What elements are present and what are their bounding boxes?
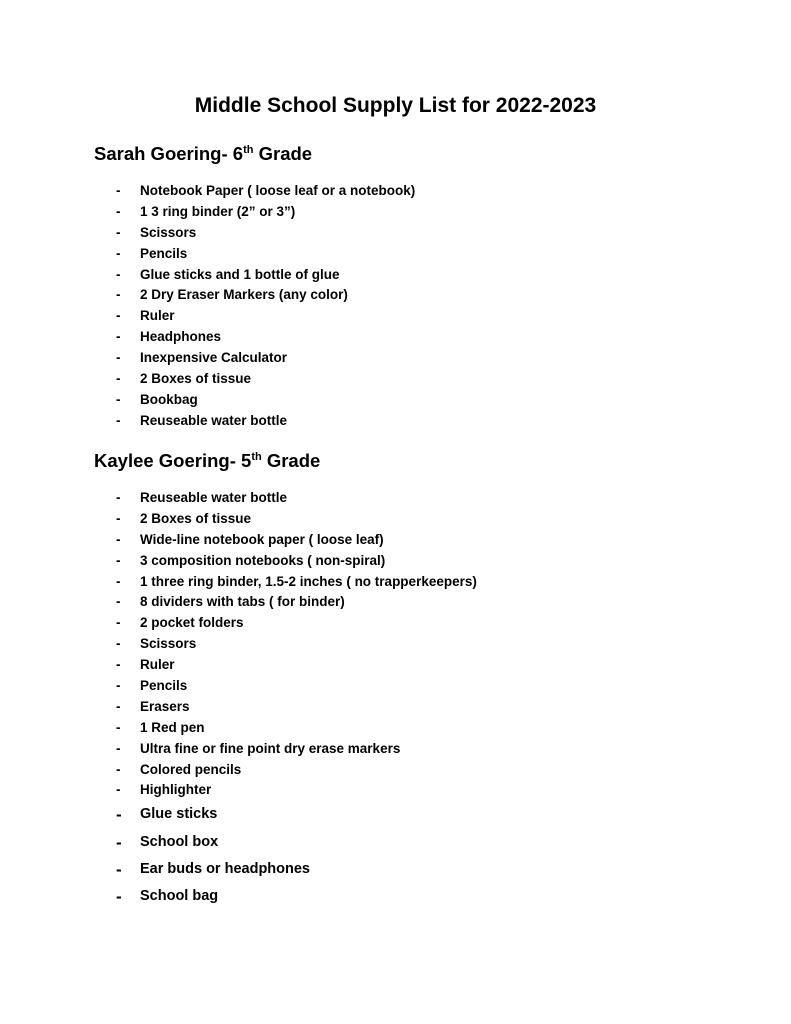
bullet-dash: - — [116, 886, 122, 906]
bullet-dash: - — [116, 531, 121, 547]
bullet-dash: - — [116, 678, 121, 694]
list-item: - Scissors — [0, 223, 791, 244]
bullet-dash: - — [116, 287, 121, 303]
bullet-dash: - — [116, 698, 121, 714]
bullet-dash: - — [116, 490, 121, 505]
bullet-dash: - — [116, 636, 121, 652]
list-item: - 3 composition notebooks ( non-spiral) — [0, 551, 791, 572]
list-item: - Ultra fine or fine point dry erase markers — [0, 739, 791, 760]
bullet-dash: - — [116, 203, 121, 219]
grade-ordinal: th — [251, 451, 262, 463]
bullet-dash: - — [116, 657, 121, 673]
list-item: - Reuseable water bottle — [0, 488, 791, 509]
bullet-dash: - — [116, 740, 121, 756]
list-item: - Colored pencils — [0, 760, 791, 781]
bullet-dash: - — [116, 183, 121, 198]
bullet-dash: - — [116, 266, 121, 282]
list-item: - Ear buds or headphones — [0, 856, 791, 883]
bullet-dash: - — [116, 350, 121, 366]
list-item: - Ruler — [0, 306, 791, 327]
bullet-dash: - — [116, 412, 121, 428]
teacher-name: Sarah Goering- 6 — [94, 143, 244, 164]
bullet-dash: - — [116, 859, 122, 879]
page-title: Middle School Supply List for 2022-2023 — [194, 94, 597, 117]
bullet-dash: - — [116, 224, 121, 240]
list-item: - Ruler — [0, 655, 791, 676]
grade-label: Grade — [253, 143, 313, 164]
bullet-dash: - — [116, 510, 121, 526]
teacher-name: Kaylee Goering- 5 — [94, 450, 252, 471]
bullet-dash: - — [116, 308, 121, 324]
bullet-dash: - — [116, 805, 122, 825]
list-item: - Erasers — [0, 697, 791, 718]
list-item: - Bookbag — [0, 390, 791, 411]
bullet-dash: - — [116, 782, 121, 798]
list-item: - School box — [0, 829, 791, 856]
list-item: - Glue sticks — [0, 801, 791, 828]
grade-label: Grade — [261, 450, 321, 471]
list-item: - Wide-line notebook paper ( loose leaf) — [0, 530, 791, 551]
list-item: - Pencils — [0, 244, 791, 265]
bullet-dash: - — [116, 719, 121, 735]
list-item: - Inexpensive Calculator — [0, 348, 791, 369]
bullet-dash: - — [116, 391, 121, 407]
bullet-dash: - — [116, 594, 121, 610]
list-item: - 2 Boxes of tissue — [0, 369, 791, 390]
list-item: - Scissors — [0, 634, 791, 655]
section-heading-6th-grade — [94, 143, 312, 165]
bullet-dash: - — [116, 761, 121, 777]
list-item: - Glue sticks and 1 bottle of glue — [0, 265, 791, 286]
supply-list-5th-grade — [0, 488, 791, 910]
list-item: - School bag — [0, 883, 791, 910]
bullet-dash: - — [116, 832, 122, 852]
list-item: - 1 Red pen — [0, 718, 791, 739]
list-item: - 8 dividers with tabs ( for binder) — [0, 592, 791, 613]
list-item: - Highlighter — [0, 780, 791, 801]
list-item: - 2 pocket folders — [0, 613, 791, 634]
list-item: - Notebook Paper ( loose leaf or a notebook) — [0, 181, 791, 202]
bullet-dash: - — [116, 573, 121, 589]
list-item: - Pencils — [0, 676, 791, 697]
bullet-dash: - — [116, 615, 121, 631]
section-heading-5th-grade — [94, 450, 320, 472]
grade-ordinal: th — [243, 144, 254, 156]
list-item: - 1 3 ring binder (2” or 3”) — [0, 202, 791, 223]
list-item: - 2 Boxes of tissue — [0, 509, 791, 530]
bullet-dash: - — [116, 329, 121, 345]
bullet-dash: - — [116, 245, 121, 261]
list-item: - Reuseable water bottle — [0, 411, 791, 432]
supply-list-6th-grade — [0, 181, 791, 432]
bullet-dash: - — [116, 371, 121, 387]
bullet-dash: - — [116, 552, 121, 568]
list-item: - 1 three ring binder, 1.5-2 inches ( no trapperkeepers) — [0, 572, 791, 593]
list-item: - 2 Dry Eraser Markers (any color) — [0, 285, 791, 306]
list-item: - Headphones — [0, 327, 791, 348]
